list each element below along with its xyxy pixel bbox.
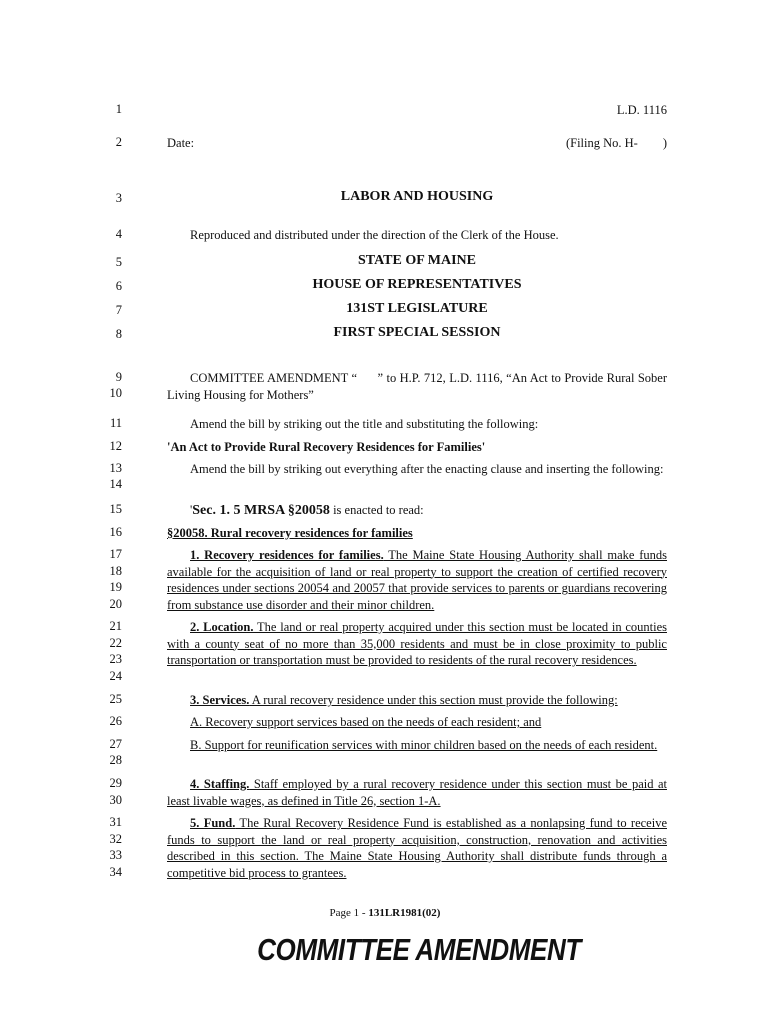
date-label: Date: (167, 136, 195, 150)
line-number: 3 (115, 191, 122, 205)
quote-mark: ' (190, 503, 193, 517)
filing-number (167, 135, 667, 152)
paragraph-5-label: 5. Fund. (190, 816, 236, 830)
paragraph-3-label: 3. Services. (190, 693, 250, 707)
paragraph-3a: A. Recovery support services based on the needs of each resident; and (190, 715, 542, 729)
line-number: 33 (109, 848, 122, 862)
line-number: 26 (109, 714, 122, 728)
line-number: 28 (109, 753, 122, 767)
line-number: 8 (115, 327, 122, 341)
line-number: 34 (109, 865, 122, 879)
ld-number: L.D. 1116 (616, 103, 667, 117)
amendment-intro: COMMITTEE AMENDMENT “ ” to H.P. 712, L.D. 1116, “An Act to Provide Rural Sober Living Housing for Mothers” (167, 371, 671, 402)
line-number: 25 (109, 692, 122, 706)
line-number: 13 (109, 461, 122, 475)
page-footer (0, 907, 770, 919)
paragraph-1-label: 1. Recovery residences for families. (190, 548, 384, 562)
line-number: 4 (115, 227, 122, 241)
line-number: 10 (109, 386, 122, 400)
committee-amendment-banner: COMMITTEE AMENDMENT (257, 932, 581, 967)
house-heading: HOUSE OF REPRESENTATIVES (312, 277, 522, 292)
line-number: 29 (109, 776, 122, 790)
page-number: Page 1 - (329, 907, 369, 919)
line-number: 1 (115, 102, 122, 116)
paragraph-1 (167, 547, 667, 613)
line-number: 16 (109, 525, 122, 539)
line-number: 14 (109, 477, 122, 491)
section-citation: Sec. 1. 5 MRSA §20058 (192, 503, 330, 518)
line-number: 6 (115, 279, 122, 293)
paragraph-3b: B. Support for reunification services with minor children based on the needs of each resident. (190, 738, 658, 752)
line-number: 21 (109, 619, 122, 633)
line-number: 17 (109, 547, 122, 561)
legislature-heading: 131ST LEGISLATURE (346, 301, 488, 316)
paragraph-5 (167, 815, 667, 881)
section-heading: §20058. Rural recovery residences for families (167, 526, 413, 540)
amend-title-instruction: Amend the bill by striking out the title and substituting the following: (190, 417, 539, 431)
amend-enacting-instruction: Amend the bill by striking out everything after the enacting clause and inserting the following: (190, 462, 664, 476)
reproduced-note: Reproduced and distributed under the direction of the Clerk of the House. (190, 228, 559, 242)
line-number: 12 (109, 439, 122, 453)
line-number: 5 (115, 255, 122, 269)
paragraph-4-text: Staff employed by a rural recovery residence under this section must be paid at least livable wages, as defined in Title 26, section 1-A. (167, 777, 667, 808)
new-bill-title: 'An Act to Provide Rural Recovery Residences for Families' (167, 440, 486, 454)
line-number: 11 (109, 416, 122, 430)
paragraph-2-label: 2. Location. (190, 620, 254, 634)
paragraph-2 (167, 619, 667, 669)
paragraph-4 (167, 776, 667, 809)
committee-name: LABOR AND HOUSING (340, 189, 494, 204)
line-number: 19 (109, 580, 122, 594)
line-number: 15 (109, 502, 122, 516)
document-code: 131LR1981(02) (368, 907, 441, 919)
section-enact-text: is enacted to read: (329, 503, 424, 517)
line-number: 27 (109, 737, 122, 751)
paragraph-4-label: 4. Staffing. (190, 777, 250, 791)
line-number: 23 (109, 652, 122, 666)
section-header-line (167, 502, 667, 520)
line-number: 31 (109, 815, 122, 829)
line-number: 20 (109, 597, 122, 611)
state-heading: STATE OF MAINE (358, 253, 476, 268)
line-number: 9 (115, 370, 122, 384)
line-number: 30 (109, 793, 122, 807)
session-heading: FIRST SPECIAL SESSION (333, 325, 501, 340)
line-number: 22 (109, 636, 122, 650)
line-number: 7 (115, 303, 122, 317)
line-number: 18 (109, 564, 122, 578)
paragraph-1-text: The Maine State Housing Authority shall make funds available for the acquisition of land or real property to support the creation of certified recovery residences under sections 20054 and 20057 that provide services to parents or guardians recovering from substance use disorder and their minor children. (167, 548, 668, 612)
paragraph-3-text: A rural recovery residence under this section must provide the following: (249, 693, 618, 707)
line-number: 32 (109, 832, 122, 846)
line-number: 24 (109, 669, 122, 683)
paragraph-2-text: The land or real property acquired under this section must be located in counties with a county seat of no more than 35,000 residents and must be in close proximity to public transportation or transportation must be provided to residents of the rural recovery residences. (167, 620, 667, 668)
paragraph-5-text: The Rural Recovery Residence Fund is established as a nonlapsing fund to receive funds to support the land or real property acquisition, construction, renovation and activities described in this section. The Maine State Housing Authority shall distribute funds through a competitive bid process to grantees. (167, 816, 667, 880)
line-number: 2 (115, 135, 122, 149)
paragraph-3 (167, 692, 667, 709)
filing-number-text: (Filing No. H- ) (565, 136, 667, 150)
